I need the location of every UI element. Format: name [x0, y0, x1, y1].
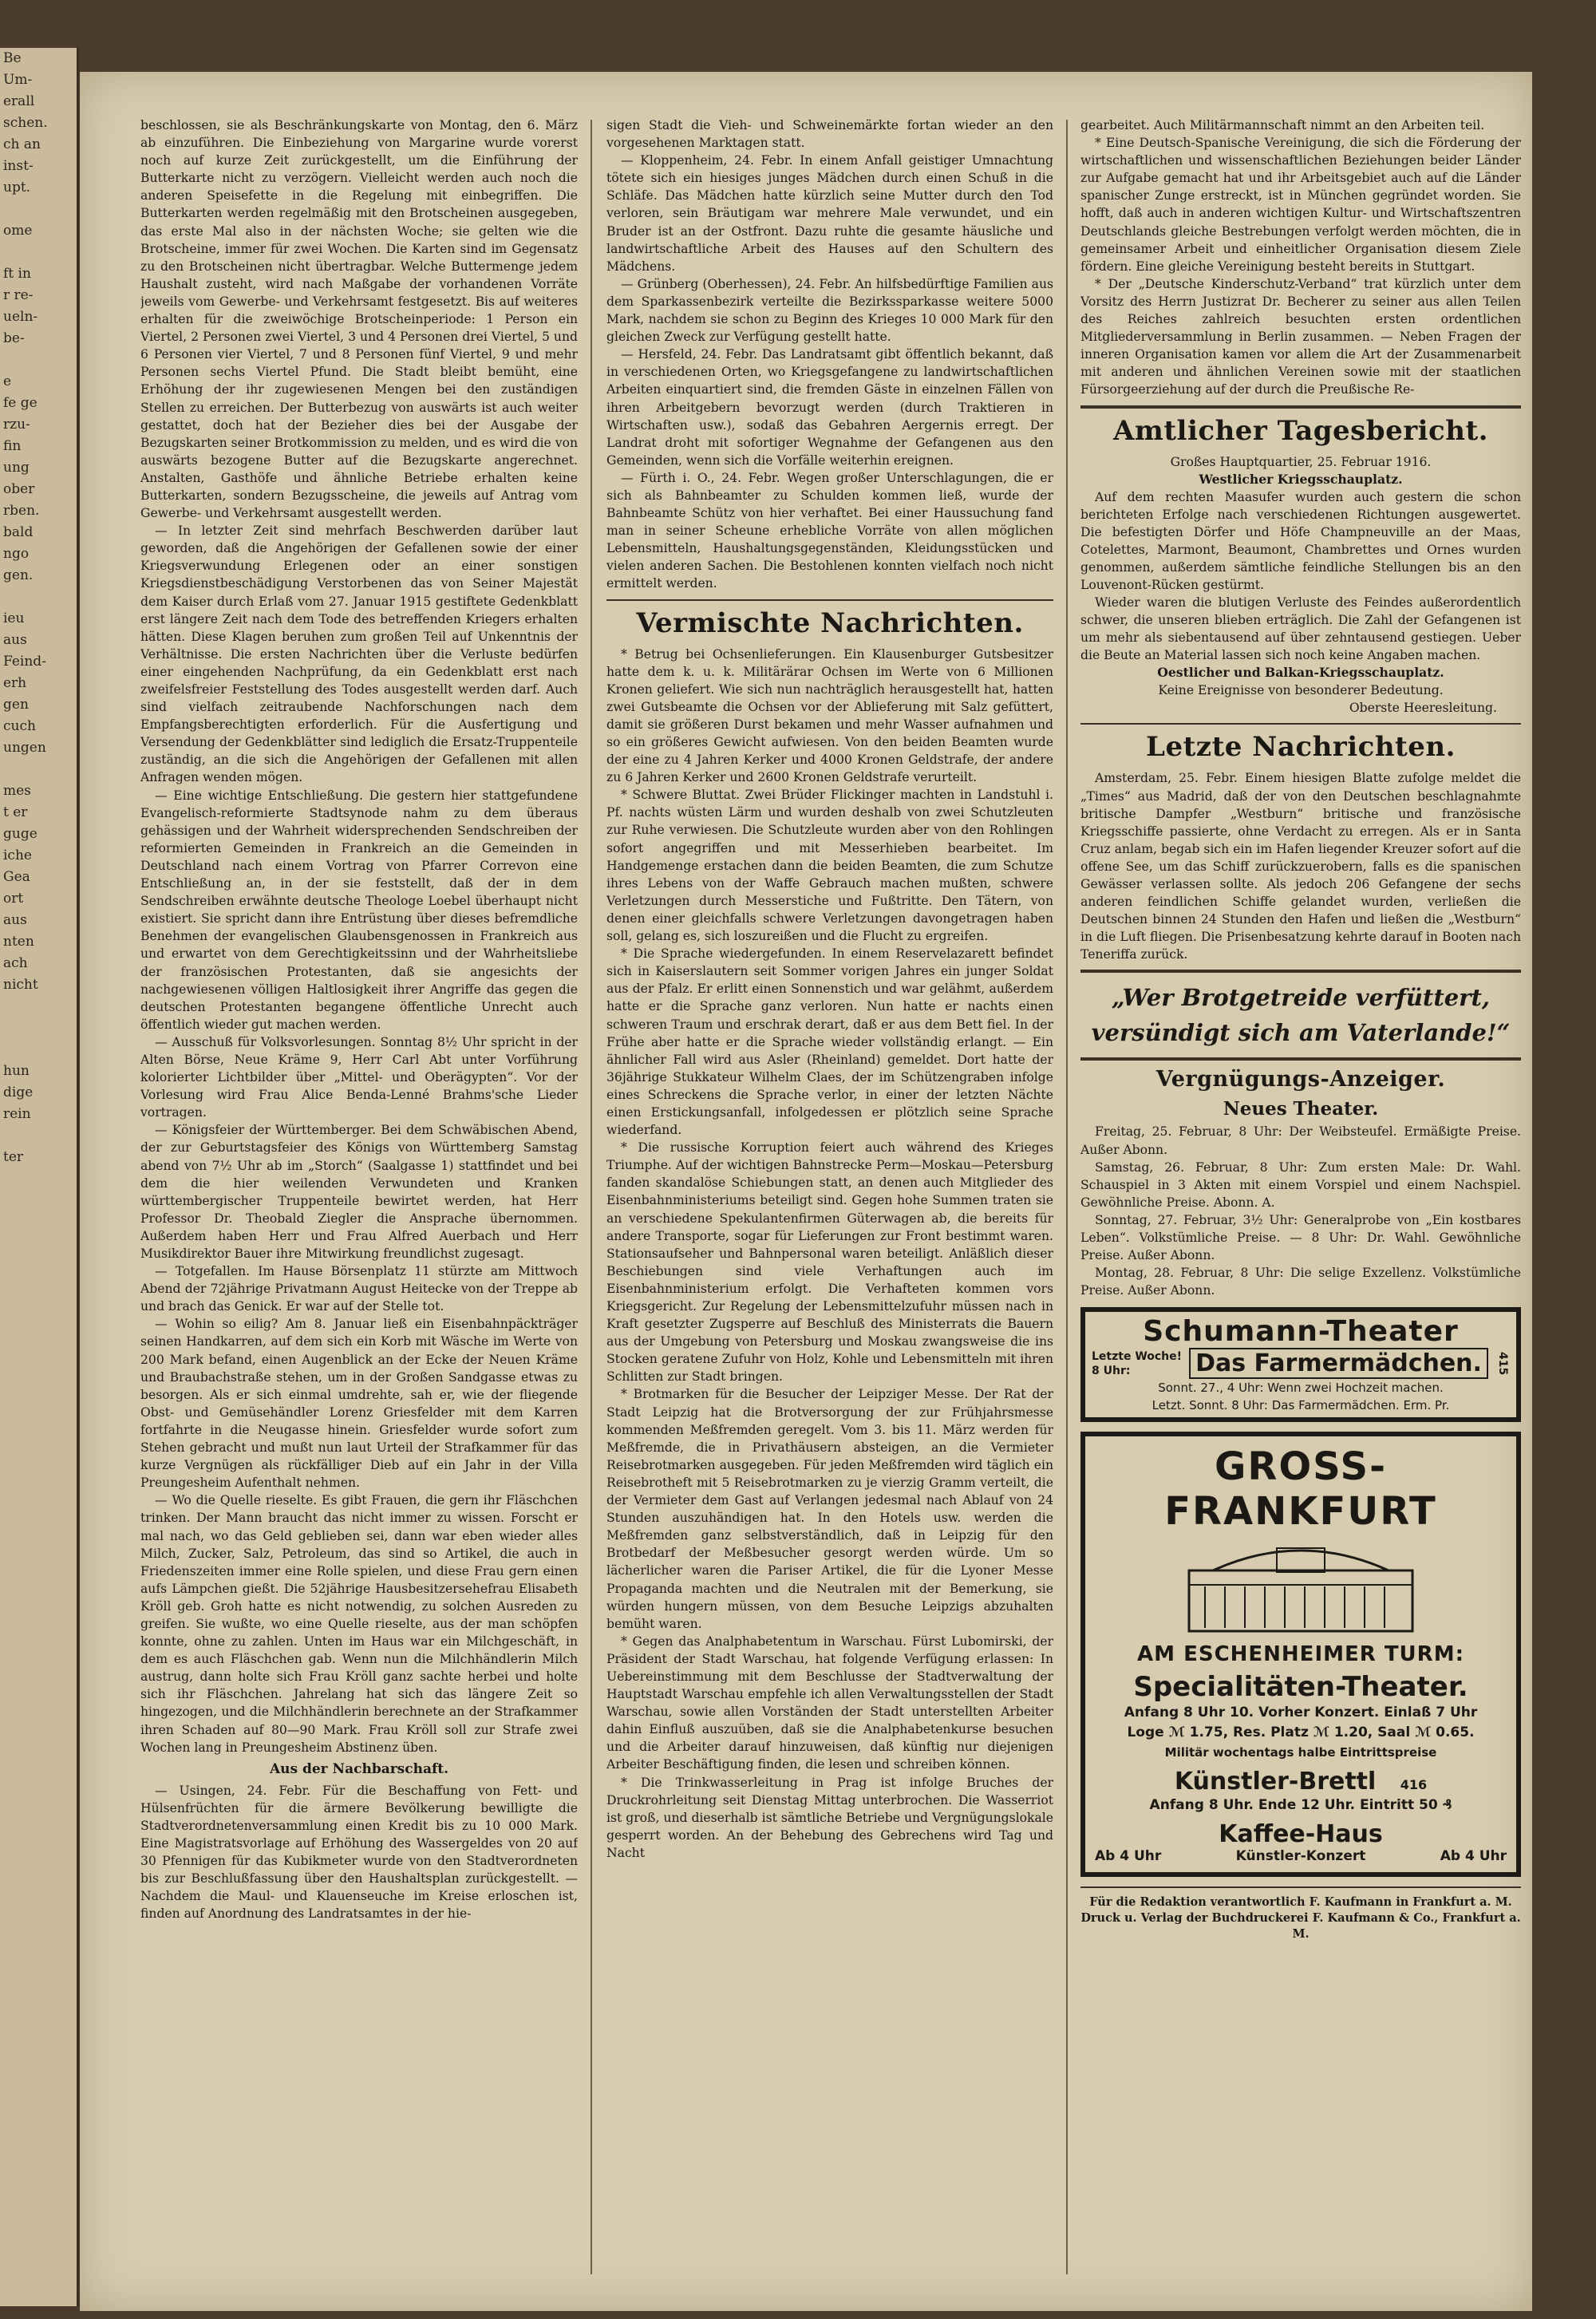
article-paragraph: * Eine Deutsch-Spanische Vereinigung, die sich die Förderung der wirtschaftlichen und wissenschaftlichen Beziehungen beider Länder zur Aufgabe gemacht hat und ihr Arbeitsgebiet auch auf die Länder spanischer Zunge erstreckt, ist in München gegründet worden. Sie hofft, daß auch in anderen wichtigen Kultur- und Wirtschaftszentren Deutschlands gleiche Bestrebungen verfolgt werden möchten, die in gemeinsamer Arbeit und einheitlicher Organisation diesem Ziele fördern. Eine gleiche Vereinigung besteht bereits in Stuttgart. [1080, 136, 1521, 274]
prev-page-fragment [0, 199, 77, 220]
divider [1080, 405, 1521, 409]
section-heading-nachbarschaft: Aus der Nachbarschaft. [269, 1760, 449, 1777]
bericht-place-date: Großes Hauptquartier, 25. Februar 1916. [1170, 454, 1432, 469]
prev-page-fragment: Um- [3, 72, 33, 88]
ad-brettl: Künstler-Brettl [1174, 1768, 1377, 1796]
column-rule [591, 120, 592, 2274]
vermischte-articles [606, 646, 1053, 1862]
prev-page-fragment: ch an [3, 136, 41, 152]
slogan-line-2: versündigt sich am Vaterlande!“ [1091, 1019, 1511, 1047]
imprint-1: Für die Redaktion verantwortlich F. Kaufmann in Frankfurt a. M. [1089, 1895, 1512, 1910]
bericht-signature: Oberste Heeresleitung. [1349, 701, 1497, 716]
prev-page-fragment: ungen [3, 740, 46, 756]
prev-page-fragment: r re- [3, 287, 34, 303]
prev-page-fragment: t er [3, 804, 28, 820]
ad-title: Schumann-Theater [1143, 1315, 1459, 1349]
ad-gf-right: Ab 4 Uhr [1440, 1848, 1507, 1865]
article-paragraph: * Die russische Korruption feiert auch während des Krieges Triumphe. Auf der wichtigen Bahnstrecke Perm—Moskau—Petersburg fanden skandalöse Schiebungen statt, an denen auch Mitglieder des Eisenbahnministeriums beteiligt sind. Gegen hohe Summen traten sie an verschiedene Spekulantenfirmen Güterwagen ab, die bereits für andere Transporte, sogar für Lieferungen zur Front bestimmt waren. Stationsaufseher und Bahnpersonal waren beteiligt. Anläßlich dieser Beschiebungen sind viele Verhaftungen auch im Eisenbahnministerium erfolgt. Die Verhafteten kommen vors Kriegsgericht. Zur Regelung der Lebensmittelzufuhr müssen nach in Kraft gesetzter Zugsperre auf Beschluß des Ministerrats die Bauern aus der Umgebung von Petersburg und Moskau zwangsweise die ins Stocken geratene Zufuhr von Holz, Kohle und Lebensmitteln mit ihren Schlitten zur Stadt bringen. [606, 1140, 1053, 1385]
previous-page-edge [0, 48, 79, 2306]
article-paragraph: Auf dem rechten Maasufer wurden auch gestern die schon berichteten Erfolge nach verschiedenen Richtungen ausgewertet. Die befestigten Dörfer und Höfe Champneuville an der Maas, Cotelettes, Marmont, Beaumont, Chambrettes und Ornes wurden genommen, außerdem sämtliche feindliche Stellungen bis an den Louvenont-Rücken gestürmt. [1080, 489, 1521, 592]
prev-page-fragment [0, 759, 77, 780]
article-paragraph: — Eine wichtige Entschließung. Die gestern hier stattgefundene Evangelisch-reformierte Stadtsynode nahm zu dem überaus gehässigen und der Wahrheit widersprechenden Sendschreiben der reformierten Gemeinden in Frankreich an die Gemeinden in Deutschland nach einem Vortrag von Pfarrer Correvon eine Entschließung an, in der sie feststellt, daß der in dem Sendschreiben erwähnte deutsche Theologe Loebel überhaupt nicht existiert. Sie spricht dann ihre Entrüstung über dieses befremdliche Benehmen der evangelischen Glaubensgenossen in Frankreich aus und erwartet von dem Gerechtigkeitssinn und der Wahrheitsliebe der französischen Protestanten, daß sie angesichts der nachgewiesenen völligen Haltlosigkeit ihrer Angriffe das gegen die deutschen Protestanten begangene öffentliche Unrecht auch öffentlich wieder gut machen werden. [140, 788, 578, 1032]
nachbarschaft-articles [140, 1782, 578, 1923]
prev-page-fragment: guge [3, 826, 38, 842]
prev-page-fragment: inst- [3, 158, 34, 174]
article-paragraph: — Ausschuß für Volksvorlesungen. Sonntag 8½ Uhr spricht in der Alten Börse, Neue Kräme 9, Herr Carl Abt unter Vorführung kolorierter Lichtbilder über „Mittel- und Oberägypten“. Vor der Vorlesung wird Frau Alice Benda-Lenné Brahms'sche Lieder vortragen. [140, 1034, 578, 1120]
ad-time: 8 Uhr: [1092, 1364, 1131, 1377]
section-heading-vermischte: Vermischte Nachrichten. [636, 606, 1024, 639]
prev-page-fragment [0, 242, 77, 263]
article-paragraph: gearbeitet. Auch Militärmannschaft nimmt an den Arbeiten teil. [1080, 118, 1485, 132]
divider [1080, 1886, 1521, 1888]
vergnuegungen-list [1080, 1123, 1521, 1299]
article-paragraph: — Wohin so eilig? Am 8. Januar ließ ein Eisenbahnpäckträger seinen Handkarren, auf dem sich ein Korb mit Wäsche im Werte von 200 Mark befand, einen Augenblick an der Ecke der Neuen Kräme und Braubachstraße stehen, um in der Großen Sandgasse etwas zu besorgen. Als er sich einmal umdrehte, sah er, wie der fliegende Obst- und Gemüsehändler Lorenz Griesfelder mit dem Karren fortfahrte in die Neugasse hinein. Griesfelder wurde sofort zum Stehen gebracht und mußt nun laut Urteil der Strafkammer für das kurze Vergnügen als rückfälliger Dieb auf ein Jahr in der Villa Preungesheim Aufenthalt nehmen. [140, 1317, 578, 1491]
section-heading-tagesbericht: Amtlicher Tagesbericht. [1112, 414, 1489, 447]
prev-page-fragment: aus [3, 912, 27, 928]
prev-page-fragment: ach [3, 955, 28, 971]
ad-brettl-number: 416 [1400, 1777, 1428, 1793]
column-2 [606, 117, 1053, 2287]
section-heading-letzte: Letzte Nachrichten. [1146, 731, 1456, 764]
divider [1080, 1057, 1521, 1061]
prev-page-fragment: schen. [3, 115, 48, 131]
article-paragraph: — In letzter Zeit sind mehrfach Beschwerden darüber laut geworden, daß die Angehörigen der Gefallenen sowie der einer Kriegsverwundung Erlegenen oder an einer sonstigen Kriegsdienstbeschädigung Verstorbenen das von Seiner Majestät dem Kaiser durch Erlaß vom 27. Januar 1915 gestiftete Gedenkblatt erst längere Zeit nach dem Tode des betreffenden Kriegers erhalten hätten. Diese Klagen beruhen zum großen Teil auf Unkenntnis der Verhältnisse. Die ersten Nachrichten über die Verluste bedürfen einer eingehenden Nachprüfung, da ein Gedenkblatt erst nach zweifelsfreier Feststellung des Todes ausgestellt werden darf. Auch sind vielfach zeitraubende Nachforschungen nach dem Empfangsberechtigten erforderlich. Für die Ausfertigung und Versendung der Gedenkblätter sind lediglich die Ersatz-Truppenteile zuständig, an die sich die Angehörigen der Gefallenen mit allen Anfragen wenden mögen. [140, 523, 578, 785]
column-1-articles [140, 117, 578, 1756]
article-paragraph: — Wo die Quelle rieselte. Es gibt Frauen, die gern ihr Fläschchen trinken. Der Mann braucht das nicht immer zu wissen. Forscht er mal nach, wo das Geld geblieben sei, dann war eben wieder alles Milch, Zucker, Salz, Petroleum, das sind so Artikel, die auch in Friedenszeiten immer eine Rolle spielen, und diese Frau gern einen aufs Lämpchen gießt. Die 52jährige Hausbesitzersehefrau Elisabeth Kröll geb. Groh hatte es nicht notwendig, zu solchen Ausreden zu greifen. Sie wußte, wo eine Quelle rieselte, aus der man schöpfen konnte, ohne zu zahlen. Unten im Haus war ein Milchgeschäft, in dem es auch Fläschchen gab. Wenn nun die Milchhändlerin Milch austrug, dann holte sich Frau Kröll ganz sachte herbei und holte sich ihr Fläschchen. Jahrelang hat sich das längere Zeit so hingezogen, und die Milchhändlerin berechnete an der Strafkammer ihren Schaden auf 80—90 Mark. Frau Kröll soll zur Strafe zwei Wochen lang in Preungesheim Abstinenz üben. [140, 1493, 578, 1755]
prev-page-fragment: e [3, 373, 12, 389]
article-paragraph: — Hersfeld, 24. Febr. Das Landratsamt gibt öffentlich bekannt, daß in verschiedenen Orten, wo Kriegsgefangene zu landwirtschaftlichen Arbeiten einquartiert sind, die fremden Gäste in einzelnen Fällen von ihren Arbeitgebern bevorzugt werden (durch Traktieren in Wirtschaften usw.), sodaß das Gebahren Aergernis erregt. Der Landrat droht mit sofortiger Wegnahme der Gefangenen aus den Gemeinden, wenn sich die Vorfälle weiterhin ereignen. [606, 347, 1053, 468]
ad-gf-left: Ab 4 Uhr [1095, 1848, 1162, 1865]
prev-page-fragment: ober [3, 481, 35, 497]
ad-kaffee-haus: Kaffee-Haus [1219, 1820, 1383, 1849]
ad-gf-line-1: Anfang 8 Uhr 10. Vorher Konzert. Einlaß 7 Uhr [1124, 1705, 1478, 1721]
article-paragraph: * Der „Deutsche Kinderschutz-Verband“ trat kürzlich unter dem Vorsitz des Herrn Justizrat Dr. Becherer zu seiner aus allen Teilen des Reiches zahlreich besuchten ersten ordentlichen Mitgliederversammlung in Berlin zusammen. — Neben Fragen der inneren Organisation kamen vor allem die Art der Zusammenarbeit mit anderen und ähnlichen Vereinen sowie mit der staatlichen Fürsorgeerziehung auf der durch die Preußische Re- [1080, 276, 1521, 397]
ad-gf-line-2: Loge ℳ 1.75, Res. Platz ℳ 1.20, Saal ℳ 0.65. [1127, 1724, 1475, 1741]
bericht-west-heading: Westlicher Kriegsschauplatz. [1199, 471, 1403, 487]
article-paragraph: Amsterdam, 25. Febr. Einem hiesigen Blatte zufolge meldet die „Times“ aus Madrid, daß der von den Deutschen beschlagnahmte britische Dampfer „Westburn“ britische und französische Kriegsschiffe passierte, ohne Verdacht zu erregen. Als er in Santa Cruz anlam, begab sich ein im Hafen liegender Kreuzer sofort auf die offene See, um das Schiff zurückzuerobern, falls es die spanischen Gewässer verlassen sollte. Als jedoch 206 Gefangene der sechs anderen feindlichen Schiffe gelandet wurden, verließen die Deutschen binnen 24 Stunden den Hafen und ließen die „Westburn“ in die Luft fliegen. Die Prisenbesatzung kehrte darauf in Booten nach Teneriffa zurück. [1080, 771, 1521, 962]
article-paragraph: * Brotmarken für die Besucher der Leipziger Messe. Der Rat der Stadt Leipzig hat die Brotversorgung der zur Frühjahrsmesse kommenden Meßfremden geregelt. Vom 3. bis 11. März werden für Meßfremde, die in Privathäusern absteigen, an die Vermieter Reisebrotmarken ausgegeben. Für jeden Meßfremden wird täglich ein Reisebrotheft mit 5 Reisebrotmarken zu je vierzig Gramm verteilt, die der Vermieter dem Gast auf Verlangen jedesmal nach Ablauf von 24 Stunden auszuhändigen hat. In den Hotels usw. werden die Meßfremden ganz selbstverständlich, daß in Leipzig für den Brotbedarf der Meßbesucher gesorgt werden würde. Um so lächerlicher waren die Pariser Artikel, die für die Lyoner Messe Propaganda machten und die Neutralen mit der Bemerkung, sie würden hungern müssen, von dem Besuche Leipzigs abzuhalten bemüht waren. [606, 1387, 1053, 1631]
prev-page-fragment: hun [3, 1063, 30, 1079]
prev-page-fragment: Gea [3, 869, 30, 885]
prev-page-fragment: ngo [3, 546, 30, 562]
prev-page-fragment: fe ge [3, 395, 38, 411]
article-paragraph: * Die Sprache wiedergefunden. In einem Reservelazarett befindet sich in Kaiserslautern seit Sommer vorigen Jahres ein junger Soldat aus der Pfalz. Er erlitt einen Sonnenstich und war gelähmt, außerdem hatte er die Sprache ganz verloren. Nun hatte er nachts einen schweren Traum und erschrak derart, daß er aus dem Bett fiel. In der Frühe aber hatte er die Sprache wieder vollständig erlangt. — Ein ähnlicher Fall wird aus Asler (Rheinland) gemeldet. Dort hatte der 36jährige Stukkateur Wilhelm Claes, der im Schützengraben infolge eines Schreckens die Sprache verlor, in einer der letzten Nächte einen Erstickungsanfall, infolgedessen er plötzlich seine Sprache wiederfand. [606, 946, 1053, 1138]
prev-page-fragment: be- [3, 330, 25, 346]
prev-page-fragment: ueln- [3, 309, 38, 325]
article-paragraph: beschlossen, sie als Beschränkungskarte von Montag, den 6. März ab einzuführen. Die Einbeziehung von Margarine wurde vorerst noch auf kurze Zeit zurückgestellt, um die Einführung der Butterkarte nicht zu verzögern. Vielleicht werden auch noch die anderen Speisefette in die Regelung mit einbegriffen. Die Butterkarten werden regelmäßig mit den Brotscheinen ausgegeben, das erste Mal also in der nächsten Woche; sie gelten wie die Brotscheine, immer für zwei Wochen. Die Karten sind im Gegensatz zu den Brotscheinen nicht übertragbar. Welche Buttermenge jedem Haushalt zusteht, wird nach Maßgabe der vorhandenen Vorräte jeweils vom Gewerbe- und Verkehrsamt festgesetzt. Bis auf weiteres erhalten für die zweiwöchige Brotscheinperiode: 1 Person ein Viertel, 2 Personen zwei Viertel, 3 und 4 Personen drei Viertel, 5 und 6 Personen vier Viertel, 7 und 8 Personen fünf Viertel, 9 und mehr Personen sechs Viertel Pfund. Die Stadt bleibt bemüht, eine Erhöhung der ihr zugewiesenen Mengen bei den zuständigen Stellen zu erreichen. Der Butterbezug von auswärts ist auch weiter gestattet, doch hat der Bezieher dies bei der Ausgabe der Bezugskarten seiner Brotkommission zu melden, und es wird die von auswärts bezogene Butter auf die Bezugskarte angerechnet. Anstalten, Gasthöfe und ähnliche Betriebe erhalten keine Butterkarten, sondern Bezugsscheine, die jeweils auf Antrag vom Gewerbe- und Verkehrsamt ausgestellt werden. [140, 118, 578, 521]
newspaper-page [80, 72, 1532, 2311]
prev-page-fragment: erh [3, 675, 27, 691]
divider [606, 599, 1053, 601]
article-paragraph: * Betrug bei Ochsenlieferungen. Ein Klausenburger Gutsbesitzer hatte dem k. u. k. Militärärar Ochsen im Werte von 6 Millionen Kronen geliefert. Wie sich nun nachträglich herausgestellt hat, hatten zwei Gutsbeamte die Ochsen vor der Ablieferung mit Salz gefüttert, damit sie größeren Durst bekamen und mehr Wasser aufnahmen und so ein größeres Gewicht aufwiesen. Von den beiden Beamten wurde der eine zu 4 Jahren Kerker und 4000 Kronen Geldstrafe, der andere zu 6 Jahren Kerker und 2600 Kronen Geldstrafe verurteilt. [606, 646, 1053, 785]
article-paragraph: Montag, 28. Februar, 8 Uhr: Die selige Exzellenz. Volkstümliche Preise. Außer Abonn. [1080, 1266, 1521, 1298]
article-paragraph: Wieder waren die blutigen Verluste des Feindes außerordentlich schwer, die unseren blieben erträglich. Die Zahl der Gefangenen ist um mehr als siebentausend auf über zehntausend gestiegen. Ueber die Beute an Material lassen sich noch keine Angaben machen. [1080, 595, 1521, 663]
prev-page-fragment: mes [3, 783, 31, 799]
prev-page-fragment [0, 587, 77, 608]
prev-page-fragment: gen [3, 697, 29, 713]
article-paragraph: * Schwere Bluttat. Zwei Brüder Flickinger machten in Landstuhl i. Pf. nachts wüsten Lärm und wurden deshalb von zwei Schutzleuten zur Ruhe verwiesen. Die Schutzleute wurden aber von den Rohlingen sofort angegriffen und mit Messerhieben bearbeitet. Im Handgemenge erstachen dann die beiden Beamten, die zum Schutze ihres Lebens von der Waffe Gebrauch machen mußten, schwere Verletzungen durch Messerstiche und Fußtritte. Den Tätern, von denen einer gleichfalls schwere Verletzungen davongetragen haben soll, gelang es, sich loszureißen und die Flucht zu ergreifen. [606, 788, 1053, 944]
gross-frankfurt-ad [1080, 1432, 1521, 1877]
prev-page-fragment: fin [3, 438, 22, 454]
article-paragraph: Freitag, 25. Februar, 8 Uhr: Der Weibsteufel. Ermäßigte Preise. Außer Abonn. [1080, 1124, 1521, 1157]
ad-gf-mid: Künstler-Konzert [1235, 1848, 1366, 1865]
ad-location: AM ESCHENHEIMER TURM: [1137, 1642, 1464, 1667]
article-paragraph: * Gegen das Analphabetentum in Warschau. Fürst Lubomirski, der Präsident der Stadt Warschau, hat folgende Verfügung erlassen: In Uebereinstimmung mit dem Beschlusse der Stadtverwaltung der Hauptstadt Warschau empfehle ich allen Verwaltungsstellen der Stadt Warschau, sowie allen Vorständen der Stadt unterstellten Arbeiter dahin Einfluß auszuüben, daß sie die Analphabetenkurse besuchen und die Arbeiter darauf hinzuweisen, daß künftig nur diejenigen Arbeiter Beschäftigung finden, die lesen und schreiben können. [606, 1634, 1053, 1772]
prev-page-fragment: cuch [3, 718, 36, 734]
article-paragraph: Sonntag, 27. Februar, 3½ Uhr: Generalprobe von „Ein kostbares Leben“. Volkstümliche Preise. — 8 Uhr: Dr. Wahl. Gewöhnliche Preise. Außer Abonn. [1080, 1212, 1521, 1263]
column-3 [1080, 117, 1521, 2287]
prev-page-fragment: rein [3, 1106, 31, 1122]
article-paragraph: * Die Trinkwasserleitung in Prag ist infolge Bruches der Druckrohrleitung seit Dienstag Mittag unterbrochen. Die Wasserriot ist groß, und dieserhalb ist sämtliche Betriebe und Vergnügungslokale gesperrt worden. An der Behebung des Gebrechens wird Tag und Nacht [606, 1775, 1053, 1860]
column-3-articles [1080, 117, 1521, 399]
prev-page-fragment [0, 1125, 77, 1147]
divider [1080, 723, 1521, 725]
prev-page-fragment: Be [3, 50, 22, 66]
ad-line-2: Letzt. Sonnt. 8 Uhr: Das Farmermädchen. Erm. Pr. [1152, 1398, 1450, 1413]
prev-page-fragment: aus [3, 632, 27, 648]
article-paragraph: sigen Stadt die Vieh- und Schweinemärkte fortan wieder an den vorgesehenen Marktagen statt. [606, 118, 1053, 151]
bericht-east-text: Keine Ereignisse von besonderer Bedeutung. [1158, 683, 1444, 698]
prev-page-fragment: ort [3, 891, 24, 907]
prev-page-fragment: rzu- [3, 417, 30, 433]
column-2-articles [606, 117, 1053, 593]
ad-line-1: Sonnt. 27., 4 Uhr: Wenn zwei Hochzeit machen. [1158, 1381, 1444, 1396]
article-paragraph: — Königsfeier der Württemberger. Bei dem Schwäbischen Abend, der zur Geburtstagsfeier des Königs von Württemberg Samstag abend von 7½ Uhr ab im „Storch“ (Saalgasse 1) stattfindet und bei dem die hier weilenden Verwundeten und Kranken württembergischer Truppenteile bewirtet werden, hat Herr Professor Dr. Theobald Ziegler die Ansprache übernommen. Außerdem haben Herr und Frau Alfred Auerbach und Herr Musikdirektor Bauer ihre Mitwirkung freundlichst zugesagt. [140, 1123, 578, 1261]
slogan-line-1: „Wer Brotgetreide verfüttert, [1112, 984, 1490, 1012]
prev-page-fragment: rben. [3, 503, 40, 519]
bericht-east-heading: Oestlicher und Balkan-Kriegsschauplatz. [1157, 665, 1444, 681]
article-paragraph: — Grünberg (Oberhessen), 24. Febr. An hilfsbedürftige Familien aus dem Sparkassenbezirk verteilte die Bezirkssparkasse weitere 5000 Mark, nachdem sie schon zu Beginn des Krieges 10 000 Mark für den gleichen Zweck zur Verfügung gestellt hatte. [606, 276, 1053, 345]
ad-letzte-woche: Letzte Woche! [1092, 1349, 1183, 1363]
column-1 [140, 117, 578, 2287]
prev-page-fragment: upt. [3, 180, 31, 196]
article-paragraph: — Kloppenheim, 24. Febr. In einem Anfall geistiger Umnachtung tötete sich ein hiesiges junges Mädchen durch einen Schuß in die Schläfe. Das Mädchen hatte kürzlich seine Mutter durch den Tod verloren, sein Bräutigam war mehrere Male verwundet, und ein Bruder ist an der Ostfront. Dazu ruhte die gesamte häusliche und landwirtschaftliche Arbeit des Hauses auf den Schultern des Mädchens. [606, 153, 1053, 274]
column-rule [1066, 120, 1068, 2274]
ad-gf-line-3: Militär wochentags halbe Eintrittspreise [1164, 1745, 1437, 1760]
letzte-paragraphs [1080, 769, 1521, 963]
prev-page-fragment: erall [3, 93, 35, 109]
prev-page-fragment [0, 1017, 77, 1039]
theater-building-illustration [1181, 1539, 1420, 1634]
prev-page-fragment: ft in [3, 266, 31, 282]
prev-page-fragment: gen. [3, 567, 34, 583]
ad-gf-line-4: Anfang 8 Uhr. Ende 12 Uhr. Eintritt 50 ₰ [1149, 1797, 1452, 1814]
ad-number: 415 [1496, 1352, 1509, 1376]
article-paragraph: — Fürth i. O., 24. Febr. Wegen großer Unterschlagungen, die er sich als Bahnbeamter zu Schulden kommen ließ, wurde der Bahnbeamte Schütz von hier verhaftet. Bei einer Haussuchung fand man in seiner Scheune erhebliche Vorräte von allen möglichen Lebensmitteln, Haushaltungsgegenständen, Kleidungsstücken und vielen anderen Sachen. Die Bestohlenen konnten vielfach noch nicht ermittelt werden. [606, 470, 1053, 591]
prev-page-fragment: ome [3, 223, 33, 239]
prev-page-fragment: ung [3, 460, 30, 476]
section-heading-vergnuegungen: Vergnügungs-Anzeiger. [1156, 1067, 1446, 1092]
prev-page-fragment: nten [3, 934, 34, 950]
ad-play-title: Das Farmermädchen. [1189, 1348, 1488, 1379]
article-paragraph: Samstag, 26. Februar, 8 Uhr: Zum ersten Male: Dr. Wahl. Schauspiel in 3 Akten mit einem Vorspiel und einem Nachspiel. Gewöhnliche Preise. Abonn. A. [1080, 1160, 1521, 1210]
prev-page-fragment: bald [3, 524, 34, 540]
prev-page-fragment: iche [3, 847, 32, 863]
imprint-2: Druck u. Verlag der Buchdruckerei F. Kaufmann & Co., Frankfurt a. M. [1080, 1911, 1521, 1942]
prev-page-fragment: ter [3, 1149, 24, 1165]
prev-page-fragment [0, 996, 77, 1017]
article-paragraph: — Totgefallen. Im Hause Börsenplatz 11 stürzte am Mittwoch Abend der 72jährige Privatmann August Heitecke von der Treppe ab und brach das Genick. Er war auf der Stelle tot. [140, 1264, 578, 1314]
ad-specialitaeten: Specialitäten-Theater. [1133, 1671, 1468, 1704]
divider [1080, 970, 1521, 973]
article-paragraph: — Usingen, 24. Febr. Für die Beschaffung von Fett- und Hülsenfrüchten für die ärmere Bevölkerung bewilligte die Stadtverordnetenversammlung einen Kredit bis zu 10 000 Mark. Eine Magistratsvorlage auf Erhöhung des Wassergeldes von 20 auf 30 Pfennigen für das Kubikmeter wurde von den Stadtverordneten bis zur Beschlußfassung über den Haushaltsplan zurückgestellt. — Nachdem die Maul- und Klauenseuche im Kreise erloschen ist, finden auf Anordnung des Landratsamtes in der hie- [140, 1783, 578, 1922]
prev-page-fragment: ieu [3, 610, 25, 626]
schumann-theater-ad [1080, 1307, 1521, 1422]
bericht-paragraphs [1080, 488, 1521, 665]
neues-theater-heading: Neues Theater. [1223, 1098, 1379, 1120]
prev-page-fragment: nicht [3, 977, 38, 993]
prev-page-fragment: dige [3, 1084, 34, 1100]
prev-page-fragment [0, 350, 77, 371]
prev-page-fragment [0, 1039, 77, 1061]
prev-page-fragment: Feind- [3, 654, 46, 670]
ad-title: GROSS-FRANKFURT [1164, 1444, 1437, 1535]
